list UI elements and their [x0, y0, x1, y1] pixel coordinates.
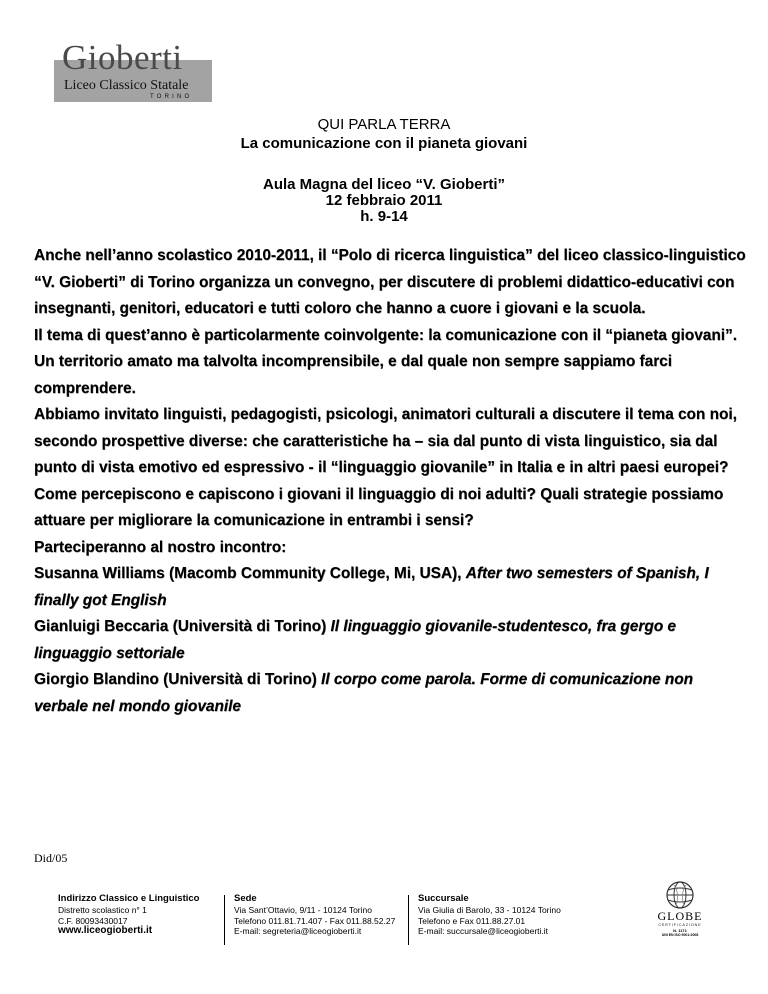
- globe-certification-logo: [650, 880, 710, 960]
- footer-branch-email-link[interactable]: E-mail: succursale@liceogioberti.it: [418, 926, 549, 936]
- footer-tax-code: C.F. 80093430017: [58, 915, 128, 926]
- footer-main-phone: Telefono 011.81.71.407 - Fax 011.88.52.27: [234, 915, 396, 926]
- speaker-talk: After two semesters of Spanish, I finally got English: [34, 565, 709, 609]
- speaker-talk: Il corpo come parola. Forme di comunicazione non verbale nel mondo giovanile: [34, 671, 694, 715]
- speaker-item: [34, 614, 746, 667]
- speaker-talk: Il linguaggio giovanile-studentesco, fra gergo e linguaggio settoriale: [34, 618, 676, 662]
- footer-branch-phone: Telefono e Fax 011.88.27.01: [418, 915, 526, 926]
- globe-iso: UNI EN ISO 9001:2008: [661, 933, 699, 937]
- footer-column-branch: [418, 893, 561, 937]
- logo-name: Gioberti: [62, 38, 183, 77]
- speaker-name: Giorgio Blandino (Università di Torino): [34, 671, 322, 688]
- footer-website-link[interactable]: www.liceogioberti.it: [58, 925, 153, 936]
- speaker-item: [34, 667, 746, 720]
- speaker-item: [34, 561, 746, 614]
- globe-icon: [665, 880, 695, 910]
- footer-district: Distretto scolastico n° 1: [58, 905, 147, 915]
- paragraph-intro: Anche nell’anno scolastico 2010-2011, il “Polo di ricerca linguistica” del liceo classico-linguistico “V. Gioberti” di Torino organizza un convegno, per discutere di problemi didattico-educativi con insegnanti, genitori, educatori e tutti coloro che hanno a cuore i giovani e la scuola.: [34, 247, 746, 317]
- globe-name: GLOBE: [657, 909, 703, 923]
- footer: [58, 893, 698, 953]
- logo-subtitle: Liceo Classico Statale: [64, 78, 189, 93]
- event-venue: Aula Magna del liceo “V. Gioberti”: [263, 176, 505, 193]
- footer-divider: [224, 895, 225, 945]
- event-time: h. 9-14: [360, 208, 408, 225]
- school-logo: [54, 40, 212, 102]
- body-text: [34, 243, 746, 720]
- event-date: 12 febbraio 2011: [325, 192, 443, 209]
- footer-school-title: Indirizzo Classico e Linguistico: [58, 893, 200, 904]
- speaker-name: Susanna Williams (Macomb Community College, Mi, USA),: [34, 565, 466, 582]
- paragraph-theme: Il tema di quest’anno è particolarmente coinvolgente: la comunicazione con il “pianeta giovani”. Un territorio amato ma talvolta incomprensibile, e dal quale non sempre sappiamo farci comprendere.: [34, 326, 737, 397]
- globe-subtitle: CERTIFICAZIONE: [658, 923, 702, 927]
- speaker-name: Gianluigi Beccaria (Università di Torino): [34, 618, 331, 635]
- paragraph-invited: Abbiamo invitato linguisti, pedagogisti, psicologi, animatori culturali a discutere il tema con noi, secondo prospettive diverse: che caratteristiche ha – sia dal punto di vista linguistico, sia dal punto di vista emotivo ed espressivo - il “linguaggio giovanile” in Italia e in altri paesi europei? Come percepiscono e capiscono i giovani il linguaggio di noi adulti? Quali strategie possiamo attuare per migliorare la comunicazione in entrambi i sensi?: [34, 406, 737, 529]
- footer-divider: [408, 895, 409, 945]
- document-reference: Did/05: [34, 851, 68, 865]
- footer-main-address: Via Sant’Ottavio, 9/11 - 10124 Torino: [234, 905, 372, 915]
- footer-main-email-link[interactable]: E-mail: segreteria@liceogioberti.it: [234, 926, 362, 936]
- footer-column-school: [58, 893, 199, 937]
- globe-number: N. 1171: [673, 928, 687, 933]
- paragraph-participants: Parteciperanno al nostro incontro:: [34, 538, 287, 556]
- footer-column-main-site: [234, 893, 395, 937]
- footer-branch-title: Succursale: [418, 893, 469, 904]
- logo-city: TORINO: [150, 94, 193, 100]
- event-subtitle: La comunicazione con il pianeta giovani: [240, 135, 528, 152]
- footer-main-title: Sede: [234, 893, 257, 904]
- footer-branch-address: Via Giulia di Barolo, 33 - 10124 Torino: [418, 905, 561, 915]
- event-title: QUI PARLA TERRA: [317, 116, 451, 133]
